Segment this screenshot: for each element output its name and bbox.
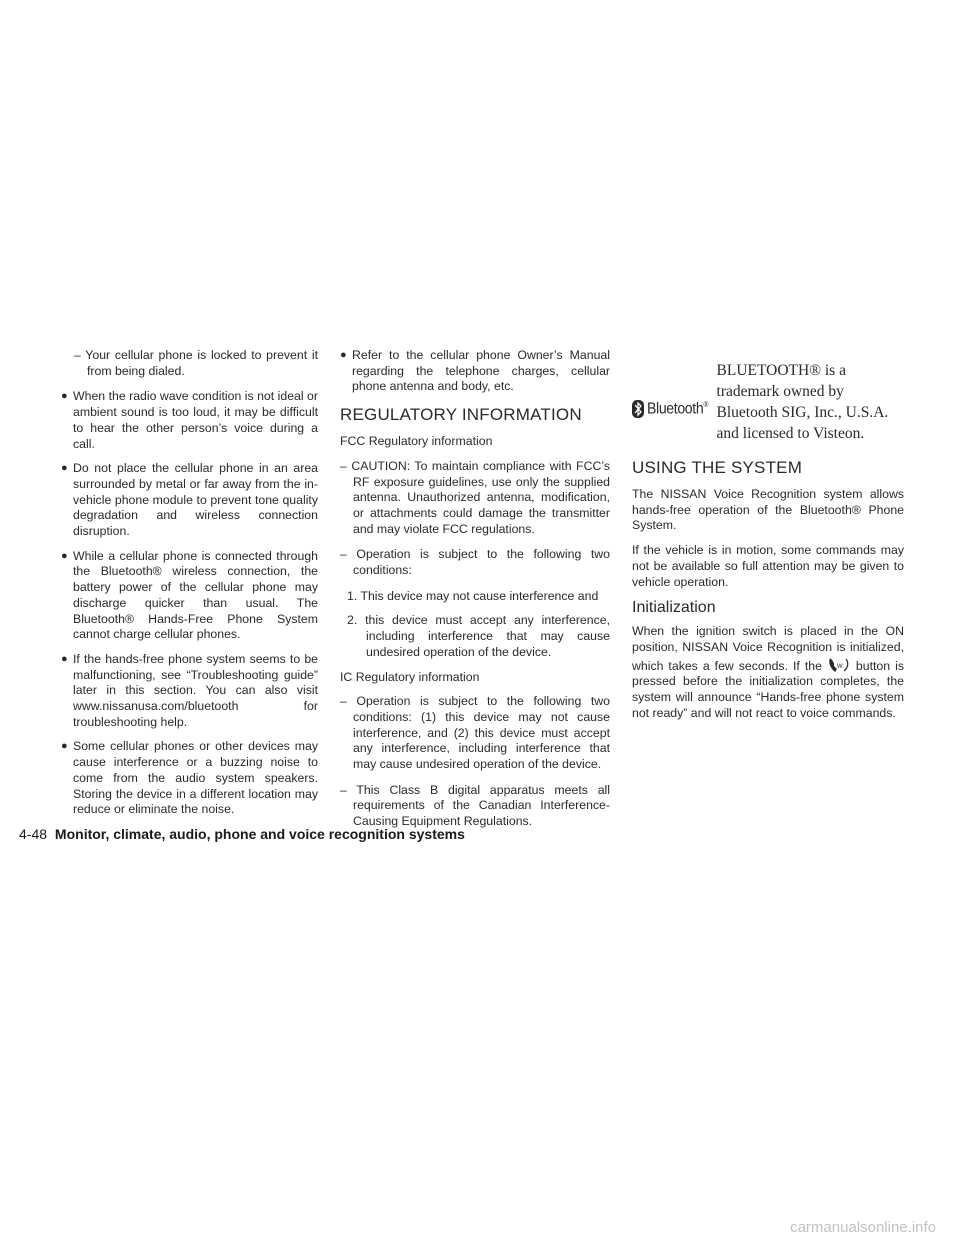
bluetooth-trademark-block: [632, 360, 904, 444]
using-system-para-2: If the vehicle is in motion, some commands may not be available so full attention may be given to vehicle operation.: [632, 543, 904, 589]
bullet-item: ● When the radio wave condition is not ideal or ambient sound is too loud, it may be difficult to hear the other person’s voice during a call.: [61, 389, 318, 451]
subheading-initialization: Initialization: [632, 599, 716, 617]
bullet-item: ● Do not place the cellular phone in an area surrounded by metal or far away from the in-vehicle phone module to prevent tone quality degradation and wireless connection disruption.: [61, 461, 318, 539]
section-heading-using-system: USING THE SYSTEM: [632, 458, 803, 477]
condition-2: 2. this device must accept any interference, including interference that may cause undesired operation of the device.: [347, 613, 610, 659]
bullet-item: ● Some cellular phones or other devices may cause interference or a buzzing noise to come from the audio system speakers. Storing the device in a different location may reduce or eliminate the noise.: [61, 739, 318, 817]
bullet-item: ● While a cellular phone is connected through the Bluetooth® wireless connection, the battery power of the cellular phone may discharge quicker than usual. The Bluetooth® Hands-Free Phone System cannot charge cellular phones.: [61, 548, 318, 642]
bluetooth-rune-icon: [632, 400, 644, 418]
bluetooth-wordmark: Bluetooth®: [647, 400, 709, 418]
fcc-operation: – Operation is subject to the following two conditions:: [340, 547, 610, 578]
bullet-icon: ●: [61, 390, 68, 403]
column-middle: [340, 348, 610, 840]
column-right: [632, 356, 904, 730]
page-number: 4-48: [19, 826, 48, 842]
page-footer: [19, 826, 465, 842]
bullet-icon: ●: [340, 349, 347, 361]
dash-item: – Your cellular phone is locked to prevent it from being dialed.: [74, 348, 318, 378]
talk-phone-icon: [826, 656, 852, 674]
bullet-icon: ●: [61, 549, 68, 562]
bullet-icon: ●: [61, 652, 68, 665]
watermark: carmanualsonline.info: [790, 1219, 936, 1236]
ic-operation: – Operation is subject to the following two conditions: (1) this device may not cause interference, and (2) this device must accept any interference, including interference that may cause undesired operation of the device.: [340, 694, 610, 772]
using-system-para-1: The NISSAN Voice Recognition system allows hands-free operation of the Bluetooth® Phone System.: [632, 487, 904, 533]
svg-text:W: W: [836, 663, 843, 670]
bullet-icon: ●: [61, 740, 68, 753]
bullet-item: ● Refer to the cellular phone Owner’s Manual regarding the telephone charges, cellular phone antenna and body, etc.: [340, 348, 610, 394]
fcc-label: FCC Regulatory information: [340, 434, 493, 449]
column-left: [61, 348, 318, 827]
chapter-title: Monitor, climate, audio, phone and voice recognition systems: [54, 826, 465, 842]
bluetooth-trademark-text: BLUETOOTH® is a trademark owned by Bluetooth SIG, Inc., U.S.A. and licensed to Visteon.: [716, 362, 889, 442]
fcc-caution: – CAUTION: To maintain compliance with FCC’s RF exposure guidelines, use only the supplied antenna. Unauthorized antenna, modification, or attachments could damage the transmitter and may violate FCC regulations.: [340, 458, 610, 536]
section-heading-regulatory: REGULATORY INFORMATION: [340, 405, 582, 425]
bluetooth-logo: [632, 360, 717, 418]
ic-classb: – This Class B digital apparatus meets all requirements of the Canadian Interference-Causing Equipment Regulations.: [340, 782, 610, 829]
condition-1: 1. This device may not cause interference and: [347, 588, 599, 603]
bullet-icon: ●: [61, 462, 68, 475]
bullet-item: ● If the hands-free phone system seems to be malfunctioning, see “Troubleshooting guide” later in this section. You can also visit www.nissanusa.com/bluetooth for troubleshooting help.: [61, 651, 318, 729]
initialization-para: When the ignition switch is placed in the ON position, NISSAN Voice Recognition is initialized, which takes a few seconds. If the W button is pressed before the initialization completes, the system will announce “Hands-free phone system not ready” and will not react to voice commands.: [632, 624, 904, 720]
ic-label: IC Regulatory information: [340, 669, 480, 684]
